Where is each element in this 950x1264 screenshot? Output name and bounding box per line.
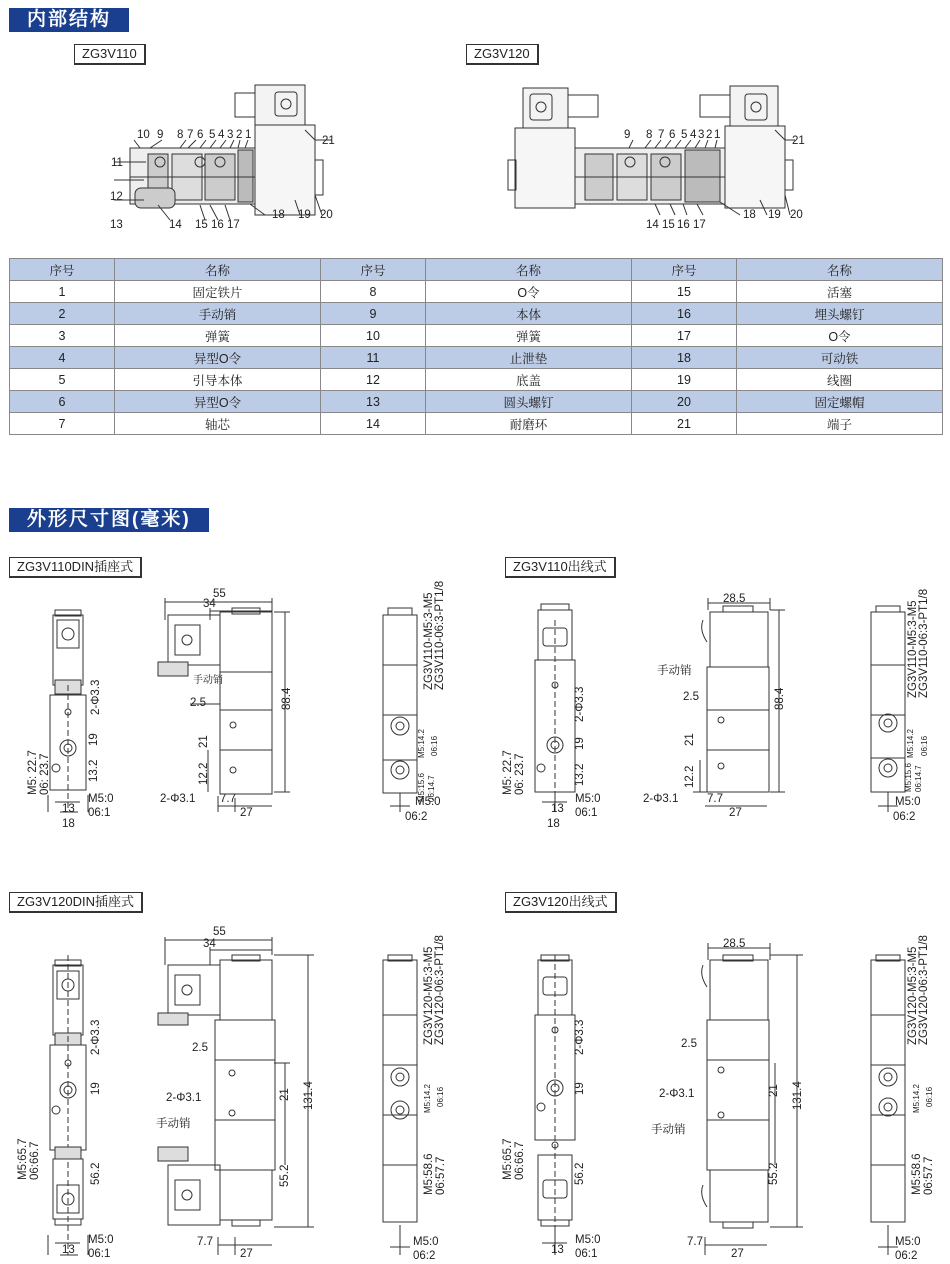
internal-drawing-zg3v110 bbox=[100, 80, 360, 240]
callout-110: 21 bbox=[322, 135, 335, 147]
callout-120: 9 bbox=[624, 129, 631, 141]
dim-55: 55 bbox=[213, 926, 226, 938]
table-cell: 3 bbox=[10, 325, 115, 347]
callout-110: 4 bbox=[218, 129, 225, 141]
dim-18: 18 bbox=[547, 818, 560, 830]
dim-56-2: 56.2 bbox=[90, 1162, 102, 1185]
table-cell: 端子 bbox=[737, 413, 943, 435]
dim-7-7: 7.7 bbox=[687, 1236, 703, 1248]
dim-2-5: 2.5 bbox=[683, 691, 699, 703]
dim-21: 21 bbox=[684, 733, 696, 746]
dim-2-5: 2.5 bbox=[681, 1038, 697, 1050]
manual-pin-label: 手动销 bbox=[651, 1124, 686, 1136]
header-cell: 序号 bbox=[631, 259, 736, 281]
dim-m5-0: M5:0 bbox=[413, 1236, 439, 1248]
dim-21: 21 bbox=[198, 735, 210, 748]
dim-m5-65-7: M5:65.7 bbox=[502, 1138, 514, 1180]
dim-phi3-3: 2-Φ3.3 bbox=[90, 1019, 102, 1055]
dim-19: 19 bbox=[574, 737, 586, 750]
dim-phi3-1: 2-Φ3.1 bbox=[659, 1088, 695, 1100]
table-cell: O令 bbox=[426, 281, 632, 303]
callout-110: 3 bbox=[227, 129, 234, 141]
dim-m5-0: M5:0 bbox=[88, 1234, 114, 1246]
callout-110: 13 bbox=[110, 219, 123, 231]
table-cell: 异型O令 bbox=[115, 347, 321, 369]
table-cell: 线圈 bbox=[737, 369, 943, 391]
table-cell: 耐磨环 bbox=[426, 413, 632, 435]
callout-120: 1 bbox=[714, 129, 721, 141]
table-row bbox=[10, 281, 943, 303]
dim-o6-14-7: 06:14.7 bbox=[914, 765, 923, 792]
dim-55: 55 bbox=[213, 588, 226, 600]
manual-pin-label: 手动销 bbox=[156, 1118, 191, 1130]
table-cell: 19 bbox=[631, 369, 736, 391]
header-cell: 名称 bbox=[115, 259, 321, 281]
dim-18: 18 bbox=[62, 818, 75, 830]
dim-m5-14-2: M5:14.2 bbox=[906, 729, 915, 758]
dim-o6-2: 06:2 bbox=[413, 1250, 436, 1262]
dim-m5-58-6: M5:58.6 bbox=[911, 1153, 923, 1195]
dim-o6-57-7: 06:57.7 bbox=[923, 1156, 935, 1195]
table-cell: 20 bbox=[631, 391, 736, 413]
dim-13-2: 13.2 bbox=[574, 763, 586, 786]
dim-v120-m5: ZG3V120-M5:3-M5 bbox=[423, 946, 435, 1045]
dim-28-5: 28.5 bbox=[723, 938, 746, 950]
callout-110: 14 bbox=[169, 219, 182, 231]
table-cell: O令 bbox=[737, 325, 943, 347]
dim-13: 13 bbox=[551, 1244, 564, 1256]
table-cell: 2 bbox=[10, 303, 115, 325]
callout-120: 20 bbox=[790, 209, 803, 221]
dim-28-5: 28.5 bbox=[723, 593, 746, 605]
dim-o6-16: 06:16 bbox=[430, 735, 439, 756]
manual-pin-label: 手动销 bbox=[657, 665, 692, 677]
model-label-zg3v120: ZG3V120 bbox=[466, 44, 539, 65]
callout-120: 15 bbox=[662, 219, 675, 231]
table-row bbox=[10, 369, 943, 391]
model-label-zg3v110-din: ZG3V110DIN插座式 bbox=[9, 557, 142, 578]
model-label-zg3v110: ZG3V110 bbox=[74, 44, 146, 65]
dim-27: 27 bbox=[240, 807, 253, 819]
dim-m5-14-2: M5:14.2 bbox=[417, 729, 426, 758]
dim-v120-o6: ZG3V120-06:3-PT1/8 bbox=[434, 935, 446, 1045]
dim-zg3v110-wire bbox=[495, 580, 950, 830]
section-title-dimensions: 外形尺寸图(毫米) bbox=[9, 508, 209, 532]
dim-27: 27 bbox=[731, 1248, 744, 1260]
dim-o6-1: 06:1 bbox=[88, 1248, 111, 1260]
dim-56-2: 56.2 bbox=[574, 1162, 586, 1185]
callout-110: 7 bbox=[187, 129, 194, 141]
section-title-internal: 内部结构 bbox=[9, 8, 129, 32]
dim-7-7: 7.7 bbox=[197, 1236, 213, 1248]
dim-o6-1: 06:1 bbox=[88, 807, 111, 819]
dim-phi3-3: 2-Φ3.3 bbox=[90, 679, 102, 715]
dim-m5-0: M5:0 bbox=[88, 793, 114, 805]
dim-o6-66-7: 06:66.7 bbox=[514, 1141, 526, 1180]
table-cell: 本体 bbox=[426, 303, 632, 325]
dim-m5-0: M5:0 bbox=[575, 793, 601, 805]
model-label-zg3v110-wire: ZG3V110出线式 bbox=[505, 557, 616, 578]
dim-2-5: 2.5 bbox=[192, 1042, 208, 1054]
table-cell: 圆头螺钉 bbox=[426, 391, 632, 413]
dim-v110-m5: ZG3V110-M5:3-M5 bbox=[907, 600, 919, 698]
dim-o6-66-7: 06:66.7 bbox=[29, 1141, 41, 1180]
dim-zg3v110-din bbox=[0, 580, 480, 830]
dim-v110-o6: ZG3V110-06:3-PT1/8 bbox=[434, 580, 446, 690]
header-cell: 序号 bbox=[320, 259, 425, 281]
dim-55-2: 55.2 bbox=[768, 1162, 780, 1185]
table-cell: 底盖 bbox=[426, 369, 632, 391]
table-cell: 活塞 bbox=[737, 281, 943, 303]
table-cell: 弹簧 bbox=[115, 325, 321, 347]
dim-phi3-3: 2-Φ3.3 bbox=[574, 1019, 586, 1055]
dim-o6-1: 06:1 bbox=[575, 1248, 598, 1260]
dim-21: 21 bbox=[279, 1088, 291, 1101]
dim-phi3-3: 2-Φ3.3 bbox=[574, 686, 586, 722]
table-cell: 21 bbox=[631, 413, 736, 435]
callout-110: 20 bbox=[320, 209, 333, 221]
table-cell: 异型O令 bbox=[115, 391, 321, 413]
callout-110: 16 bbox=[211, 219, 224, 231]
dim-27: 27 bbox=[240, 1248, 253, 1260]
dim-12-2: 12.2 bbox=[684, 765, 696, 788]
table-cell: 埋头螺钉 bbox=[737, 303, 943, 325]
header-cell: 名称 bbox=[737, 259, 943, 281]
table-header-row bbox=[10, 259, 943, 281]
dim-m5-0: M5:0 bbox=[415, 796, 441, 808]
dim-v120-o6: ZG3V120-06:3-PT1/8 bbox=[918, 935, 930, 1045]
callout-110: 11 bbox=[111, 157, 123, 169]
parts-table bbox=[9, 258, 943, 435]
table-cell: 5 bbox=[10, 369, 115, 391]
callout-120: 2 bbox=[706, 129, 713, 141]
dim-v110-m5: ZG3V110-M5:3-M5 bbox=[423, 592, 435, 690]
dim-m5-22-7: M5: 22.7 bbox=[27, 750, 39, 795]
dim-m5-0: M5:0 bbox=[575, 1234, 601, 1246]
table-cell: 16 bbox=[631, 303, 736, 325]
table-cell: 15 bbox=[631, 281, 736, 303]
callout-120: 16 bbox=[677, 219, 690, 231]
dim-o6-16: 06:16 bbox=[925, 1086, 934, 1107]
callout-120: 17 bbox=[693, 219, 706, 231]
table-row bbox=[10, 413, 943, 435]
dim-o6-2: 06:2 bbox=[895, 1250, 918, 1262]
dim-m5-0: M5:0 bbox=[895, 1236, 921, 1248]
callout-120: 3 bbox=[698, 129, 705, 141]
dim-phi3-1: 2-Φ3.1 bbox=[166, 1092, 202, 1104]
dim-m5-58-6: M5:58.6 bbox=[423, 1153, 435, 1195]
dim-o6-16: 06:16 bbox=[920, 735, 929, 756]
callout-110: 12 bbox=[110, 191, 123, 203]
callout-120: 14 bbox=[646, 219, 659, 231]
callout-110: 17 bbox=[227, 219, 240, 231]
table-cell: 弹簧 bbox=[426, 325, 632, 347]
dim-o6-2: 06:2 bbox=[893, 811, 916, 823]
callout-120: 21 bbox=[792, 135, 805, 147]
callout-120: 19 bbox=[768, 209, 781, 221]
callout-110: 10 bbox=[137, 129, 150, 141]
dim-2-5: 2.5 bbox=[190, 697, 206, 709]
table-cell: 引导本体 bbox=[115, 369, 321, 391]
table-cell: 13 bbox=[320, 391, 425, 413]
dim-m5-14-2: M5:14.2 bbox=[912, 1084, 921, 1113]
dim-34: 34 bbox=[203, 938, 216, 950]
dim-21: 21 bbox=[768, 1084, 780, 1097]
dim-19: 19 bbox=[90, 1082, 102, 1095]
model-label-zg3v120-din: ZG3V120DIN插座式 bbox=[9, 892, 143, 913]
table-cell: 6 bbox=[10, 391, 115, 413]
table-row bbox=[10, 303, 943, 325]
table-cell: 8 bbox=[320, 281, 425, 303]
dim-zg3v120-wire bbox=[495, 915, 950, 1264]
table-cell: 手动销 bbox=[115, 303, 321, 325]
table-row bbox=[10, 325, 943, 347]
header-cell: 序号 bbox=[10, 259, 115, 281]
callout-120: 4 bbox=[690, 129, 697, 141]
table-cell: 10 bbox=[320, 325, 425, 347]
dim-o6-23-7: 06: 23.7 bbox=[39, 753, 51, 795]
table-cell: 14 bbox=[320, 413, 425, 435]
dim-12-2: 12.2 bbox=[198, 762, 210, 785]
dim-m5-22-7: M5: 22.7 bbox=[502, 750, 514, 795]
table-cell: 7 bbox=[10, 413, 115, 435]
table-cell: 18 bbox=[631, 347, 736, 369]
dim-34: 34 bbox=[203, 598, 216, 610]
dim-131-4: 131.4 bbox=[792, 1081, 804, 1110]
dim-13: 13 bbox=[551, 803, 564, 815]
callout-110: 19 bbox=[298, 209, 311, 221]
table-cell: 9 bbox=[320, 303, 425, 325]
header-cell: 名称 bbox=[426, 259, 632, 281]
callout-110: 5 bbox=[209, 129, 216, 141]
table-cell: 11 bbox=[320, 347, 425, 369]
dim-88-4: 88.4 bbox=[281, 687, 293, 710]
dim-m5-15-6: M5:15.6 bbox=[417, 773, 426, 802]
table-row bbox=[10, 347, 943, 369]
dim-o6-23-7: 06: 23.7 bbox=[514, 753, 526, 795]
callout-120: 6 bbox=[669, 129, 676, 141]
callout-110: 15 bbox=[195, 219, 208, 231]
dim-27: 27 bbox=[729, 807, 742, 819]
callout-110: 1 bbox=[245, 129, 252, 141]
callout-110: 9 bbox=[157, 129, 164, 141]
callout-110: 2 bbox=[236, 129, 243, 141]
internal-drawing-zg3v120 bbox=[505, 80, 815, 240]
dim-m5-14-2: M5:14.2 bbox=[423, 1084, 432, 1113]
callout-110: 8 bbox=[177, 129, 184, 141]
table-cell: 轴芯 bbox=[115, 413, 321, 435]
dim-88-4: 88.4 bbox=[774, 687, 786, 710]
dim-o6-57-7: 06:57.7 bbox=[435, 1156, 447, 1195]
dim-m5-65-7: M5:65.7 bbox=[17, 1138, 29, 1180]
dim-o6-2: 06:2 bbox=[405, 811, 428, 823]
dim-m5-15-6: M5:15.6 bbox=[904, 763, 913, 792]
dim-o6-16: 06:16 bbox=[436, 1086, 445, 1107]
table-cell: 4 bbox=[10, 347, 115, 369]
dim-55-2: 55.2 bbox=[279, 1164, 291, 1187]
dim-v120-m5: ZG3V120-M5:3-M5 bbox=[907, 946, 919, 1045]
callout-120: 5 bbox=[681, 129, 688, 141]
dim-131-4: 131.4 bbox=[303, 1081, 315, 1110]
table-cell: 可动铁 bbox=[737, 347, 943, 369]
callout-120: 8 bbox=[646, 129, 653, 141]
callout-120: 18 bbox=[743, 209, 756, 221]
table-cell: 1 bbox=[10, 281, 115, 303]
dim-phi3-1: 2-Φ3.1 bbox=[643, 793, 679, 805]
dim-o6-14-7: 06:14.7 bbox=[427, 775, 436, 802]
dim-13-2: 13.2 bbox=[88, 759, 100, 782]
table-cell: 固定铁片 bbox=[115, 281, 321, 303]
table-cell: 12 bbox=[320, 369, 425, 391]
model-label-zg3v120-wire: ZG3V120出线式 bbox=[505, 892, 617, 913]
dim-13: 13 bbox=[62, 803, 75, 815]
table-cell: 17 bbox=[631, 325, 736, 347]
dim-13: 13 bbox=[62, 1244, 75, 1256]
dim-phi3-1: 2-Φ3.1 bbox=[160, 793, 196, 805]
callout-110: 18 bbox=[272, 209, 285, 221]
callout-120: 7 bbox=[658, 129, 665, 141]
table-row bbox=[10, 391, 943, 413]
table-cell: 止泄垫 bbox=[426, 347, 632, 369]
dim-19: 19 bbox=[574, 1082, 586, 1095]
dim-7-7: 7.7 bbox=[707, 793, 723, 805]
table-cell: 固定螺帽 bbox=[737, 391, 943, 413]
dim-zg3v120-din bbox=[0, 915, 480, 1264]
manual-pin-label: 手动销 bbox=[193, 675, 223, 686]
dim-v110-o6: ZG3V110-06:3-PT1/8 bbox=[918, 588, 930, 698]
dim-19: 19 bbox=[88, 733, 100, 746]
dim-7-7: 7.7 bbox=[220, 793, 236, 805]
dim-m5-0: M5:0 bbox=[895, 796, 921, 808]
callout-110: 6 bbox=[197, 129, 204, 141]
dim-o6-1: 06:1 bbox=[575, 807, 598, 819]
